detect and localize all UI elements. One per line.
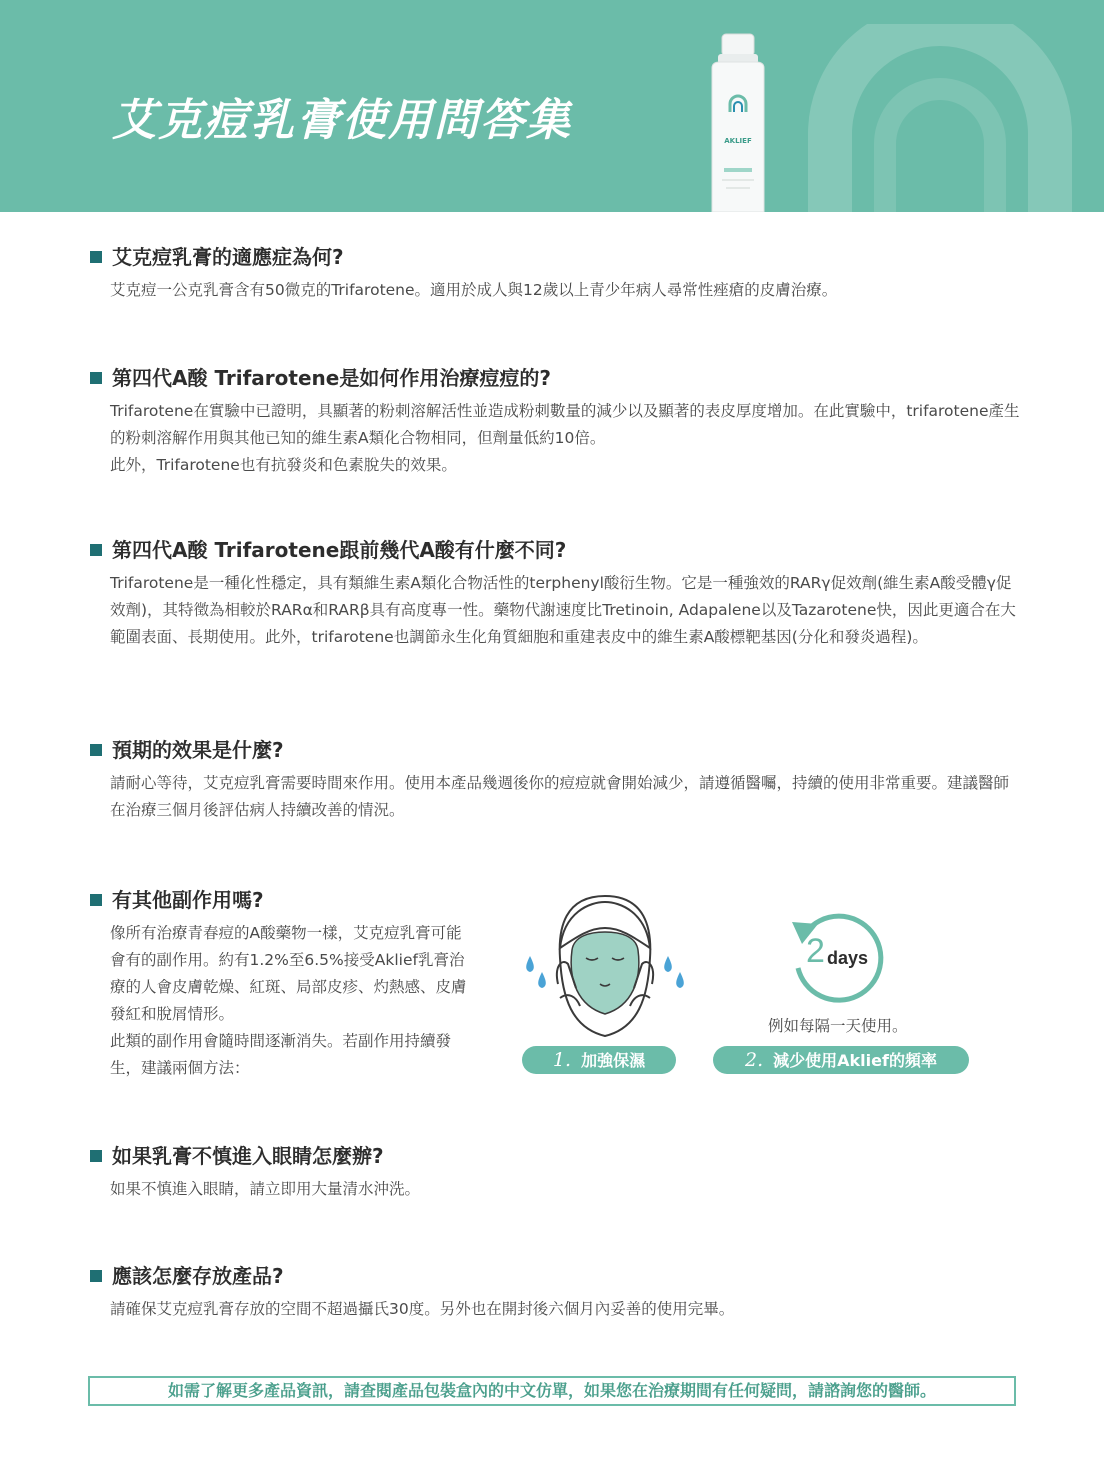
answer-paragraph: 請耐心等待，艾克痘乳膏需要時間來作用。使用本產品幾週後你的痘痘就會開始減少，請遵循醫囑，持續的使用非常重要。建議醫師在治療三個月後評估病人持續改善的情況。 [110, 774, 1010, 819]
answer-paragraph: Trifarotene是一種化性穩定，具有類維生素A類化合物活性的terphenyl酸衍生物。它是一種強效的RARγ促效劑(維生素A酸受體γ促效劑)，其特徵為相較於RARα和RARβ具有高度專一性。藥物代謝速度比Tretinoin, Adapalene以及Tazarotene快，因此更適合在大範圍表面、長期使用。此外，trifarotene也調節永生化角質細胞和重建表皮中的維生素A酸標靶基因(分化和發炎過程)。 [110, 574, 1016, 646]
answer-paragraph: 艾克痘一公克乳膏含有50微克的Trifarotene。適用於成人與12歲以上青少年病人尋常性痤瘡的皮膚治療。 [110, 281, 838, 299]
method-reduce-frequency-pill [713, 1046, 969, 1074]
answer-paragraph: 像所有治療青春痘的A酸藥物一樣，艾克痘乳膏可能會有的副作用。約有1.2%至6.5%接受Aklief乳膏治療的人會皮膚乾燥、紅斑、局部皮疹、灼熱感、皮膚發紅和脫屑情形。 [110, 924, 467, 1023]
header-banner [0, 0, 1104, 212]
answer-text [110, 277, 1020, 304]
method-moisturize-pill [522, 1046, 676, 1074]
product-tube-image [706, 28, 770, 212]
question-heading: 如果乳膏不慎進入眼睛怎麼辦? [90, 1142, 1020, 1170]
answer-paragraph: 此外，Trifarotene也有抗發炎和色素脫失的效果。 [110, 456, 457, 474]
answer-paragraph: 請確保艾克痘乳膏存放的空間不超過攝氏30度。另外也在開封後六個月內妥善的使用完畢。 [110, 1300, 735, 1318]
method-label: 減少使用Aklief的頻率 [773, 1051, 937, 1070]
days-word: days [827, 948, 869, 968]
answer-text [110, 1296, 1020, 1323]
product-label: AKLIEF [724, 137, 752, 145]
faq-section-mechanism [90, 364, 1020, 479]
question-heading: 第四代A酸 Trifarotene是如何作用治療痘痘的? [90, 364, 1020, 392]
answer-paragraph: 如果不慎進入眼睛，請立即用大量清水沖洗。 [110, 1180, 421, 1198]
page-title: 艾克痘乳膏使用問答集 [112, 95, 572, 146]
face-mask-icon [520, 888, 690, 1040]
answer-text [110, 770, 1020, 824]
answer-text [110, 570, 1020, 651]
faq-section-eye-contact [90, 1142, 1020, 1203]
arch-decoration-icon [790, 24, 1090, 212]
question-heading: 應該怎麼存放產品? [90, 1262, 1020, 1290]
question-heading: 艾克痘乳膏的適應症為何? [90, 243, 1020, 271]
answer-paragraph: Trifarotene在實驗中已證明，具顯著的粉刺溶解活性並造成粉刺數量的減少以及顯著的表皮厚度增加。在此實驗中，trifarotene產生的粉刺溶解作用與其他已知的維生素A類化合物相同，但劑量低約10倍。 [110, 402, 1020, 447]
question-heading: 有其他副作用嗎? [90, 886, 1020, 914]
footer-notice: 如需了解更多產品資訊，請查閱產品包裝盒內的中文仿單，如果您在治療期間有任何疑問，請諮詢您的醫師。 [88, 1376, 1016, 1406]
faq-section-indications [90, 243, 1020, 304]
method-number: 1. [552, 1049, 572, 1071]
answer-text [110, 398, 1020, 479]
question-heading: 第四代A酸 Trifarotene跟前幾代A酸有什麼不同? [90, 536, 1020, 564]
answer-paragraph: 此類的副作用會隨時間逐漸消失。若副作用持續發生，建議兩個方法： [110, 1032, 452, 1077]
faq-section-differences [90, 536, 1020, 651]
answer-text [110, 1176, 1020, 1203]
faq-section-expected-effect [90, 736, 1020, 824]
question-heading: 預期的效果是什麼? [90, 736, 1020, 764]
days-number: 2 [806, 932, 825, 970]
answer-text [110, 920, 470, 1082]
faq-section-storage [90, 1262, 1020, 1323]
days-caption: 例如每隔一天使用。 [768, 1017, 908, 1035]
method-label: 加強保濕 [581, 1051, 646, 1070]
method-number: 2. [745, 1049, 764, 1071]
